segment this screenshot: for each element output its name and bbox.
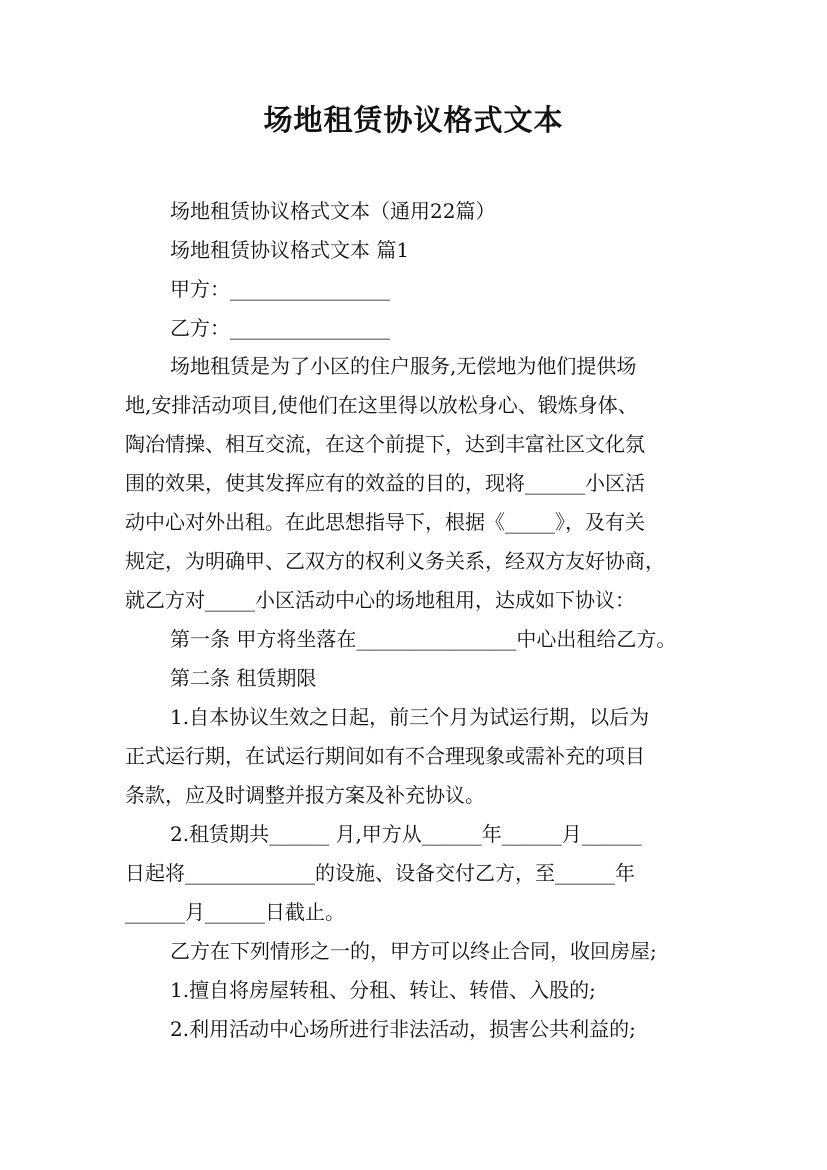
article-one: 第一条 甲方将坐落在________________中心出租给乙方。 bbox=[170, 627, 677, 651]
text-line: ______月______日截止。 bbox=[125, 900, 345, 924]
text-line: 场地租赁是为了小区的住户服务,无偿地为他们提供场 bbox=[170, 354, 637, 378]
party-b-line: 乙方：________________ bbox=[170, 316, 390, 340]
text-line: 条款，应及时调整并报方案及补充协议。 bbox=[125, 783, 485, 807]
section-heading: 场地租赁协议格式文本 篇1 bbox=[170, 238, 410, 262]
subtitle-line: 场地租赁协议格式文本（通用22篇） bbox=[170, 199, 496, 223]
text-line: 地,安排活动项目,使他们在这里得以放松身心、锻炼身体、 bbox=[125, 393, 638, 417]
party-a-line: 甲方：________________ bbox=[170, 277, 390, 301]
text-line: 日起将_____________的设施、设备交付乙方，至______年 bbox=[125, 861, 635, 885]
text-line: 正式运行期，在试运行期间如有不合理现象或需补充的项目 bbox=[125, 744, 645, 768]
text-line: 规定，为明确甲、乙双方的权利义务关系，经双方友好协商， bbox=[125, 549, 665, 573]
list-item: 1.擅自将房屋转租、分租、转让、转借、入股的; bbox=[170, 978, 596, 1002]
text-line: 1.自本协议生效之日起，前三个月为试运行期，以后为 bbox=[170, 705, 650, 729]
document-title: 场地租赁协议格式文本 bbox=[263, 103, 564, 137]
text-line: 乙方在下列情形之一的，甲方可以终止合同，收回房屋; bbox=[170, 939, 657, 963]
text-line: 就乙方对_____小区活动中心的场地租用，达成如下协议： bbox=[125, 588, 635, 612]
text-line: 动中心对外出租。在此思想指导下，根据《_____》，及有关 bbox=[125, 510, 645, 534]
text-line: 陶冶情操、相互交流，在这个前提下，达到丰富社区文化氛 bbox=[125, 432, 645, 456]
list-item: 2.利用活动中心场所进行非法活动，损害公共利益的; bbox=[170, 1017, 636, 1041]
article-two-heading: 第二条 租赁期限 bbox=[170, 666, 317, 690]
text-line: 围的效果，使其发挥应有的效益的目的，现将______小区活 bbox=[125, 471, 645, 495]
text-line: 2.租赁期共______ 月,甲方从______年______月______ bbox=[170, 822, 642, 846]
